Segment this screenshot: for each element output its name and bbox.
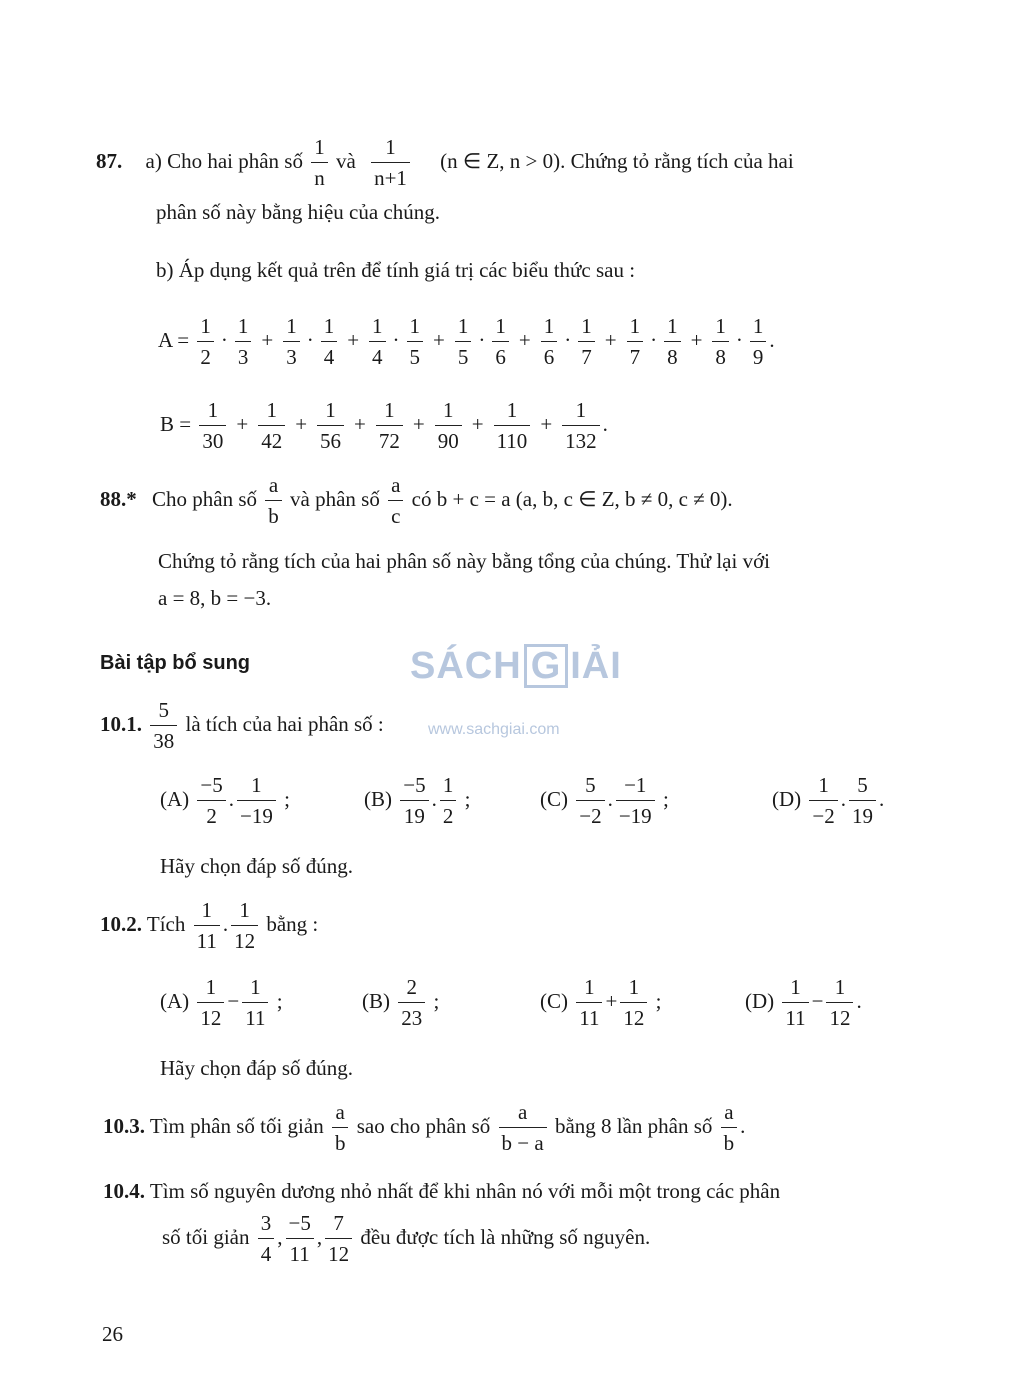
problem-number-10-1: 10.1. [100, 711, 142, 736]
fraction: $\frac{1}{3}$ [283, 316, 300, 368]
operator: + [690, 327, 703, 352]
expression-B [160, 400, 608, 452]
problem-87-b: b) Áp dụng kết quả trên để tính giá trị các biểu thức sau : [156, 258, 636, 282]
operator: + [236, 411, 249, 436]
watermark-right: IẢI [570, 645, 622, 687]
text: và phân số [290, 486, 380, 511]
watermark-left: SÁCH [410, 645, 522, 687]
fraction: $\frac{1}{9}$ [750, 316, 767, 368]
problem-number-10-2: 10.2. [100, 911, 142, 936]
problem-10-4-cont: số tối giản $\frac{3}{4}$ , $\frac{-5}{11}$ , $\frac{7}{12}$ đều được tích là những số nguyên. [162, 1211, 651, 1266]
expression-A [158, 316, 775, 368]
fraction: $\frac{1}{7}$ [578, 316, 595, 368]
operator: + [604, 327, 617, 352]
operator: + [471, 411, 484, 436]
operator: + [295, 411, 308, 436]
operator: + [354, 411, 366, 436]
operator: · [564, 327, 572, 352]
problem-10-2: 10.2. Tích $\frac{1}{11}$ . $\frac{1}{12}$ bằng : [100, 898, 319, 953]
fraction: $\frac{1}{3}$ [235, 316, 252, 368]
text: (n ∈ Z, n > 0). Chứng tỏ rằng tích của hai [440, 148, 794, 173]
text: có b + c = a (a, b, c ∈ Z, b ≠ 0, c ≠ 0). [411, 486, 733, 511]
choose-answer-2: Hãy chọn đáp số đúng. [160, 1056, 354, 1080]
problem-number-10-4: 10.4. [103, 1179, 145, 1203]
fraction: $\frac{1}{132}$ [562, 400, 600, 452]
choose-answer: Hãy chọn đáp số đúng. [160, 854, 354, 878]
text: bằng 8 lần phân số [554, 1113, 713, 1138]
operator: + [518, 327, 531, 352]
options-10-2-D: (D) $\frac{1}{11}$ − $\frac{1}{12}$ . [745, 975, 862, 1030]
problem-88 [100, 475, 733, 527]
operator: · [735, 327, 743, 352]
expression-label: B = [160, 411, 192, 436]
operator: · [650, 327, 658, 352]
text: đều được tích là những số nguyên. [360, 1224, 651, 1249]
options-10-1-A: (A) $\frac{-5}{2}$ . $\frac{1}{-19}$ ; [160, 773, 290, 828]
watermark-url: www.sachgiai.com [428, 721, 560, 738]
operator: + [347, 327, 360, 352]
text: Tìm phân số tối giản [149, 1113, 324, 1138]
fraction: $\frac{1}{72}$ [376, 400, 403, 452]
text: và [335, 148, 356, 173]
fraction: $\frac{1}{30}$ [199, 400, 226, 452]
fraction: $\frac{1}{90}$ [435, 400, 462, 452]
watermark-mid: G [524, 644, 569, 688]
fraction: $\frac{1}{n}$ [311, 137, 328, 189]
fraction: $\frac{a}{b}$ [265, 475, 282, 527]
operator: + [433, 327, 445, 352]
page-number: 26 [102, 1322, 123, 1346]
operator: + [412, 411, 425, 436]
fraction: $\frac{1}{56}$ [317, 400, 344, 452]
section-title: Bài tập bổ sung [100, 652, 250, 674]
operator: . [769, 327, 775, 352]
operator: + [261, 327, 274, 352]
options-10-1-B: (B) $\frac{-5}{19}$ . $\frac{1}{2}$ ; [364, 773, 471, 828]
text: Tích [146, 911, 186, 936]
fraction: $\frac{1}{6}$ [541, 316, 558, 368]
fraction: $\frac{1}{6}$ [492, 316, 509, 368]
problem-88-text: Chứng tỏ rằng tích của hai phân số này bằng tổng của chúng. Thử lại với [158, 549, 771, 573]
text: bằng : [266, 911, 319, 936]
expression-label: A = [158, 327, 190, 352]
operator: · [392, 327, 400, 352]
options-10-2-B: (B) $\frac{2}{23}$ ; [362, 975, 440, 1030]
expression-B-terms [196, 398, 608, 453]
options-10-2-A: (A) $\frac{1}{12}$ − $\frac{1}{11}$ ; [160, 975, 283, 1030]
fraction: $\frac{1}{8}$ [712, 316, 729, 368]
problem-number-87: 87. [96, 148, 123, 173]
watermark-logo [410, 644, 622, 688]
fraction: $\frac{1}{4}$ [369, 316, 386, 368]
problem-10-4 [103, 1181, 780, 1202]
text: số tối giản [162, 1224, 250, 1249]
fraction: $\frac{a}{c}$ [388, 475, 403, 527]
fraction: $\frac{1}{110}$ [494, 400, 531, 452]
options-10-2-C: (C) $\frac{1}{11}$ + $\frac{1}{12}$ ; [540, 975, 662, 1030]
fraction: $\frac{5}{38}$ [150, 700, 177, 752]
operator: . [602, 411, 608, 436]
fraction: $\frac{1}{42}$ [258, 400, 285, 452]
fraction: $\frac{1}{8}$ [664, 316, 681, 368]
fraction: $\frac{1}{5}$ [407, 316, 424, 368]
fraction: $\frac{1}{n+1}$ [371, 137, 410, 189]
text: Cho phân số [152, 486, 257, 511]
text: Tìm số nguyên dương nhỏ nhất để khi nhân nó với mỗi một trong các phân [149, 1179, 781, 1203]
operator: · [478, 327, 486, 352]
fraction: $\frac{1}{4}$ [321, 316, 338, 368]
problem-number-10-3: 10.3. [103, 1113, 145, 1138]
operator: · [220, 327, 228, 352]
fraction: $\frac{1}{5}$ [455, 316, 472, 368]
problem-87-a-cont: phân số này bằng hiệu của chúng. [156, 200, 441, 224]
problem-10-3: 10.3. Tìm phân số tối giản $\frac{a}{b}$ sao cho phân số $\frac{a}{b - a}$ bằng 8 lần phân số $\frac{a}{b}$ . [103, 1100, 746, 1155]
text: sao cho phân số [356, 1113, 491, 1138]
problem-87-a [96, 137, 794, 189]
fraction: $\frac{1}{7}$ [627, 316, 644, 368]
text: a) Cho hai phân số [145, 148, 303, 173]
fraction: $\frac{1}{2}$ [197, 316, 214, 368]
problem-number-88: 88.* [100, 486, 137, 511]
options-10-1-C: (C) $\frac{5}{-2}$ . $\frac{-1}{-19}$ ; [540, 773, 669, 828]
problem-10-1 [100, 700, 384, 752]
operator: + [540, 411, 553, 436]
text: là tích của hai phân số : [185, 711, 384, 736]
expression-A-terms [194, 314, 775, 369]
operator: · [306, 327, 314, 352]
options-10-1-D: (D) $\frac{1}{-2}$ . $\frac{5}{19}$ . [772, 773, 885, 828]
problem-88-text2: a = 8, b = −3. [158, 586, 272, 610]
